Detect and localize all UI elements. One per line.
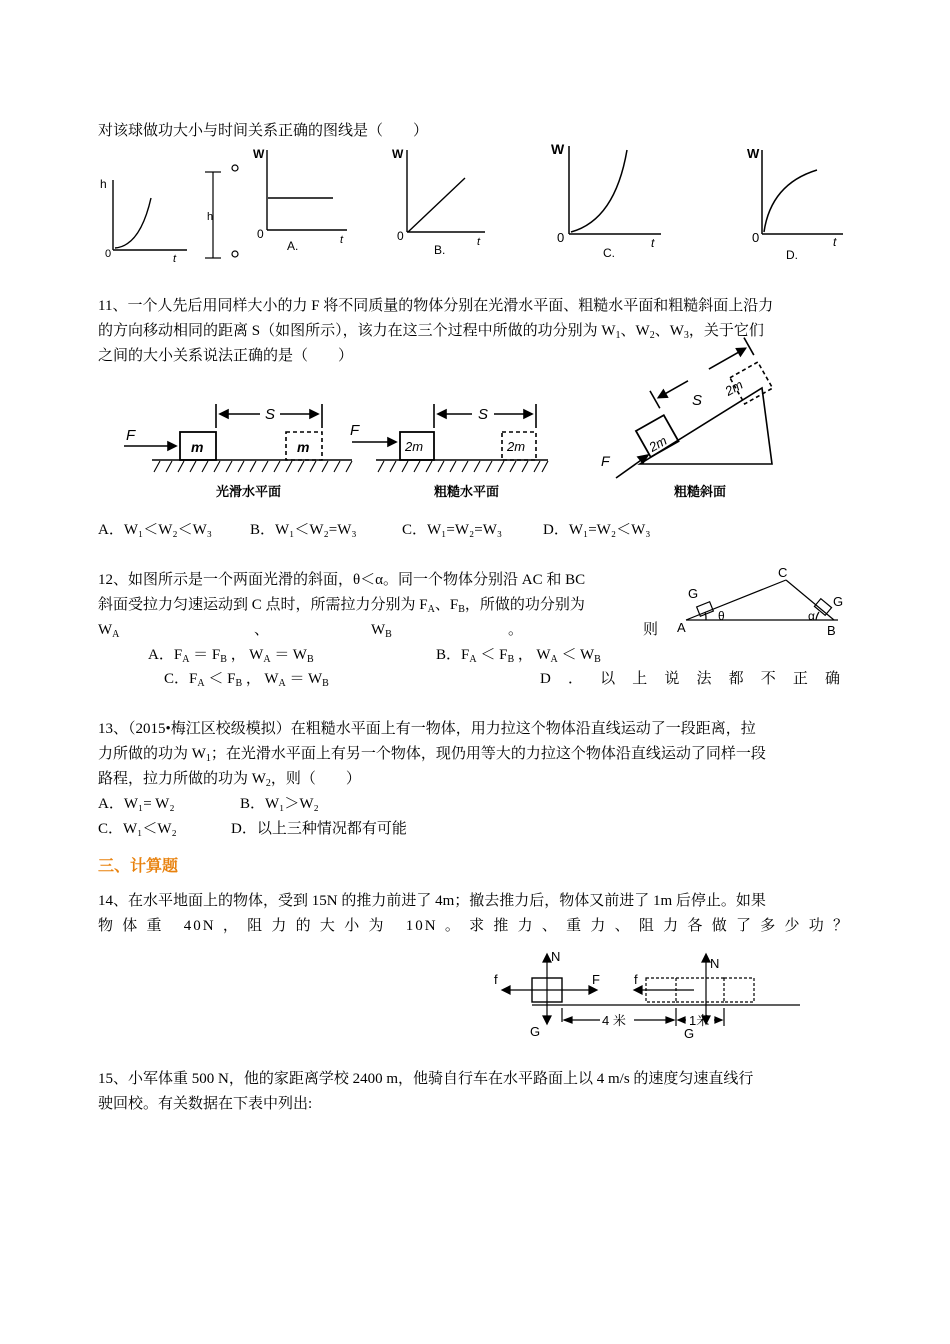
q10-graphs-figure bbox=[95, 141, 855, 270]
svg-text:F: F bbox=[126, 427, 136, 444]
q14-figure bbox=[488, 948, 808, 1040]
svg-text:G: G bbox=[530, 1024, 541, 1039]
svg-text:f: f bbox=[634, 972, 638, 987]
graph-d bbox=[762, 150, 843, 234]
q11-line3: 之间的大小关系说法正确的是（ ） bbox=[98, 348, 354, 364]
graph-c bbox=[569, 146, 661, 234]
svg-text:2m: 2m bbox=[507, 439, 526, 454]
q13-options-ab bbox=[98, 794, 850, 814]
svg-text:0: 0 bbox=[397, 229, 404, 243]
q13-line2: 力所做的功为 $W_1$；在光滑水平面上有另一个物体，现仍用等大的力拉这个物体沿直线运动了同样一段 bbox=[98, 746, 766, 764]
q11-option-a: A．W₁＜W₂＜W₃ bbox=[98, 522, 212, 538]
section-title-calculation: 三、计算题 bbox=[98, 856, 179, 875]
q11-fig2 bbox=[352, 404, 548, 472]
svg-text:A: A bbox=[677, 620, 686, 635]
svg-text:S: S bbox=[692, 392, 703, 409]
q13-option-a: A．W₁= W₂ bbox=[98, 796, 175, 812]
q13-line1: 13、（2015•梅江区校级模拟）在粗糙水平面上有一物体，用力拉这个物体沿直线运动了一段距离，拉 bbox=[98, 721, 756, 737]
q11-option-b: B．W₁＜W₂=W₃ bbox=[250, 522, 357, 538]
q10-stem: 对该球做功大小与时间关系正确的图线是（ ） bbox=[98, 123, 429, 139]
graph-h-t bbox=[113, 180, 187, 250]
q14-line2: 物体重 40N，阻力的大小为 10N。求推力、重力、阻力各做了多少功？ bbox=[98, 918, 850, 934]
q11-fig1 bbox=[124, 404, 352, 472]
svg-text:t: t bbox=[340, 234, 344, 246]
svg-text:W: W bbox=[747, 146, 760, 161]
graph-d-label: D. bbox=[786, 248, 798, 262]
ball-h-label: h bbox=[207, 211, 214, 223]
svg-text:G: G bbox=[684, 1026, 695, 1041]
graph-c-label: C. bbox=[603, 246, 615, 260]
graph-h-xlabel: t bbox=[173, 253, 177, 265]
svg-text:F: F bbox=[350, 422, 360, 439]
q13-option-c: C．W₁＜W₂ bbox=[98, 821, 177, 837]
svg-text:θ: θ bbox=[718, 609, 725, 623]
q11-line2: 的方向移动相同的距离 S（如图所示），该力在这三个过程中所做的功分别为 $W_1$、$W_2$、$W_3$，关于它们 bbox=[98, 323, 764, 341]
svg-text:0: 0 bbox=[257, 227, 264, 241]
q11-option-c: C．W₁=W₂=W₃ bbox=[402, 522, 503, 538]
svg-text:0: 0 bbox=[557, 230, 565, 245]
svg-text:G: G bbox=[688, 586, 699, 601]
svg-text:W: W bbox=[392, 147, 404, 161]
q15-line1: 15、小军体重 500 N，他的家距离学校 2400 m，他骑自行车在水平路面上以 4 m/s 的速度匀速直线行 bbox=[98, 1071, 754, 1087]
svg-text:C: C bbox=[778, 565, 788, 580]
q12-options-cd: C．$F_A < F_B$ ， $W_A = W_B$ D．以上说法都不正确 bbox=[164, 671, 850, 689]
svg-text:2m: 2m bbox=[722, 376, 746, 399]
svg-text:t: t bbox=[833, 235, 837, 249]
svg-text:t: t bbox=[651, 236, 655, 250]
svg-text:B: B bbox=[827, 623, 836, 638]
q13-line3: 路程，拉力所做的功为 $W_2$，则（ ） bbox=[98, 771, 361, 789]
svg-text:0: 0 bbox=[752, 230, 760, 245]
q11-figure bbox=[120, 362, 800, 507]
q13-option-d: D．以上三种情况都有可能 bbox=[231, 821, 407, 837]
svg-text:S: S bbox=[265, 406, 276, 423]
svg-text:1米: 1米 bbox=[689, 1013, 710, 1028]
caption-rough-slope: 粗糙斜面 bbox=[674, 484, 727, 499]
q11-line1: 11、一个人先后用同样大小的力 F 将不同质量的物体分别在光滑水平面、粗糙水平面和粗糙斜面上沿力 bbox=[98, 298, 774, 314]
q14-line1: 14、在水平地面上的物体，受到 15N 的推力前进了 4m；撤去推力后，物体又前进了 1m 后停止。如果 bbox=[98, 893, 766, 909]
q15-line2: 驶回校。有关数据在下表中列出: bbox=[98, 1096, 313, 1112]
svg-text:α: α bbox=[808, 609, 815, 623]
svg-text:m: m bbox=[191, 439, 204, 455]
svg-text:W: W bbox=[253, 147, 265, 161]
svg-text:f: f bbox=[494, 972, 498, 987]
graph-b bbox=[407, 150, 485, 232]
q12-options-ab: A．$F_A = F_B$ ， $W_A = W_B$ B．$F_A < F_B$ ， $W_A < W_B$ bbox=[148, 647, 601, 665]
svg-text:W: W bbox=[551, 141, 565, 157]
graph-h-ylabel: h bbox=[100, 177, 107, 191]
svg-text:2m: 2m bbox=[646, 432, 670, 455]
svg-text:4 米: 4 米 bbox=[602, 1013, 626, 1028]
graph-h-origin: 0 bbox=[105, 248, 112, 260]
q12-figure bbox=[676, 564, 856, 644]
svg-text:2m: 2m bbox=[405, 439, 424, 454]
q13-options-cd bbox=[98, 819, 850, 839]
graph-b-label: B. bbox=[434, 243, 446, 257]
svg-text:F: F bbox=[592, 972, 600, 987]
svg-text:N: N bbox=[710, 956, 720, 971]
svg-text:S: S bbox=[478, 406, 489, 423]
q12-line3: $W_A$ 、 $W_B$ 。 则 bbox=[98, 622, 658, 640]
svg-text:m: m bbox=[297, 439, 310, 455]
caption-smooth: 光滑水平面 bbox=[216, 484, 282, 499]
q13-option-b: B．W₁＞W₂ bbox=[240, 796, 319, 812]
caption-rough: 粗糙水平面 bbox=[434, 484, 500, 499]
graph-a-label: A. bbox=[287, 239, 299, 253]
q12-line1: 12、如图所示是一个两面光滑的斜面，θ＜α。同一个物体分别沿 AC 和 BC bbox=[98, 572, 586, 588]
q11-option-d: D．W₁=W₂＜W₃ bbox=[543, 522, 651, 538]
svg-text:G: G bbox=[833, 594, 844, 609]
graph-a bbox=[267, 150, 347, 230]
q12-line2: 斜面受拉力匀速运动到 C 点时，所需拉力分别为 $F_A$、$F_B$，所做的功分别为 bbox=[98, 597, 585, 615]
svg-text:F: F bbox=[601, 453, 610, 469]
svg-text:t: t bbox=[477, 236, 481, 248]
q11-options bbox=[98, 520, 850, 540]
svg-text:N: N bbox=[551, 949, 561, 964]
